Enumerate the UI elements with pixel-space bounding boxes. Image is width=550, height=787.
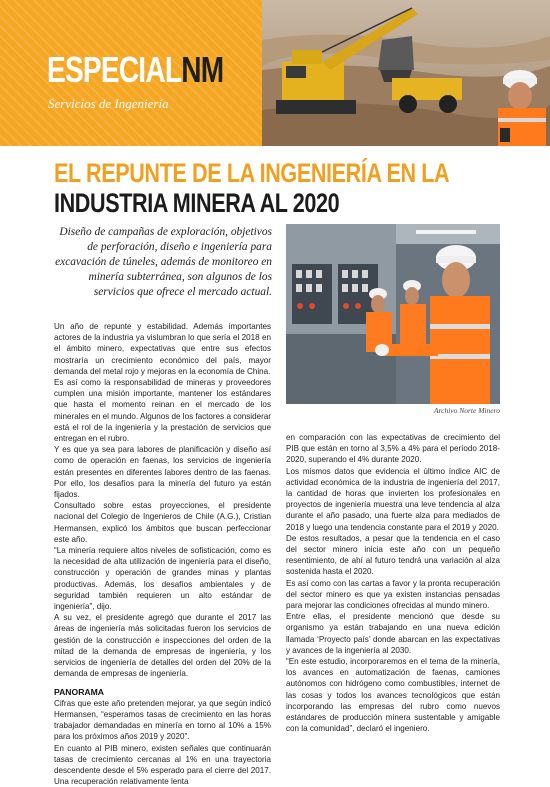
article-title-line1: EL REPUNTE DE LA INGENIERÍA EN LA xyxy=(54,158,450,188)
paragraph: Es así como la responsabilidad de mineras y proveedores cumplen una misión importante, mantener los estándares que hasta el momento reinan en el mercado de los minerales en el mundo. Algunos de los factores a considerar está el rol de la ingeniería y la prestación de servicios que entregan en el rubro. xyxy=(54,378,271,444)
article-column-2 xyxy=(286,432,500,734)
section-heading: PANORAMA xyxy=(54,686,104,697)
brand-nm: NM xyxy=(181,49,224,90)
paragraph: “En este estudio, incorporaremos en el tema de la minería, los avances en automatización de faenas, camiones autónomos con hidrógeno como combustibles, internet de las cosas y todos los avances tecnológicos que están incorporando las empresas del rubro como nuevos estándares de producción minera sustentable y amigable con la comunidad”, declaró el ingeniero. xyxy=(286,657,500,734)
paragraph: En cuanto al PIB minero, existen señales que continuarán tasas de crecimiento cercanas al 1% en una trayectoria descendente desde el 5% esperado para el cierre del 2017. Una recuperación relativamente lenta xyxy=(54,743,271,787)
brand-logo xyxy=(47,49,224,90)
article-lead: Diseño de campañas de exploración, objetivos de perforación, diseño e ingeniería para excavación de túneles, además de monitoreo en minería subterránea, son algunos de los servicios que ofrece el mercado actual. xyxy=(55,226,272,298)
paragraph: A su vez, el presidente agregó que durante el 2017 las áreas de ingeniería más solicitadas fueron los servicios de gestión de la construcción e inspecciones del orden de la mitad de la demanda de empresas de ingeniería, y los servicios de ingeniería de detalles del orden del 20% de la demanda de empresas de ingeniería. xyxy=(54,613,271,679)
header-brand-panel xyxy=(0,0,262,146)
paragraph: Entre ellas, el presidente mencionó que desde su organismo ya están trabajando en una nueva edición llamada ‘Proyecto país’ donde abarcan en las expectativas y avances de la ingeniería al 2030. xyxy=(286,612,500,655)
article-title xyxy=(54,158,514,218)
paragraph: Cifras que este año pretenden mejorar, ya que según indicó Hermansen, “esperamos tasas de crecimiento en las horas trabajador demandadas en minería en torno al 10% a 15% para los próximos años 2019 y 2020”. xyxy=(54,698,271,742)
paragraph: Un año de repunte y estabilidad. Además importantes actores de la industria ya vislumbran lo que sería el 2018 en el ámbito minero, expectativas que entre sus efectos mostraría un crecimiento económico del país, mayor demanda del metal rojo y mejoras en la economía de China. xyxy=(54,322,271,376)
header-photo xyxy=(262,0,550,146)
brand-especial: ESPECIAL xyxy=(47,49,182,90)
section-subtitle: Servicios de Ingeniería xyxy=(48,96,169,111)
special-header xyxy=(0,0,550,146)
paragraph: Los mismos datos que evidencia el último índice AIC de actividad económica de la industria de ingeniería del 2017, la cantidad de horas que invierten los profesionales en proyectos de ingeniería muestra una leve tendencia al alza durante el año pasado, una fuerte alza para mediados de 2018 y luego una tendencia constante para el 2019 y 2020. xyxy=(286,466,500,532)
article-title-line2: INDUSTRIA MINERA AL 2020 xyxy=(54,188,340,218)
article-photo xyxy=(286,224,500,404)
paragraph: en comparación con las expectativas de crecimiento del PIB que están en torno al 3,5% a 4% para el período 2018-2020, superando el 4% durante 2020. xyxy=(286,433,500,465)
article-column-1 xyxy=(54,321,271,787)
paragraph: “La minería requiere altos niveles de sofisticación, como es la necesidad de alta utilización de ingeniería para el diseño, construcción y operación de grandes minas y plantas productivas. Además, los desafíos ambientales y de seguridad también requieren un alto estándar de ingeniería”, dijo. xyxy=(54,546,271,612)
paragraph: Es así como con las cartas a favor y la pronta recuperación del sector minero es que ya existen instancias pensadas para mejorar las condiciones ofrecidas al mundo minero. xyxy=(286,578,500,611)
photo-credit: Archivo Norte Minero xyxy=(433,406,500,415)
paragraph: Consultado sobre estas proyecciones, el presidente nacional del Colegio de Ingenieros de Chile (A.G.), Cristian Hermansen, explicó los ámbitos que buscan perfeccionar este año. xyxy=(54,501,271,544)
paragraph: Y es que ya sea para labores de planificación y diseño así como de operación en faenas, los servicios de ingeniería están presentes en diferentes labores dentro de las faenas. Por ello, los desafíos para la minería del futuro ya están fijados. xyxy=(54,445,271,500)
paragraph: De estos resultados, a pesar que la tendencia en el caso del sector minero inicia este año con un pequeño resentimiento, de ahí al futuro tendrá una variación al alza sostenida hasta el 2020. xyxy=(286,533,500,577)
